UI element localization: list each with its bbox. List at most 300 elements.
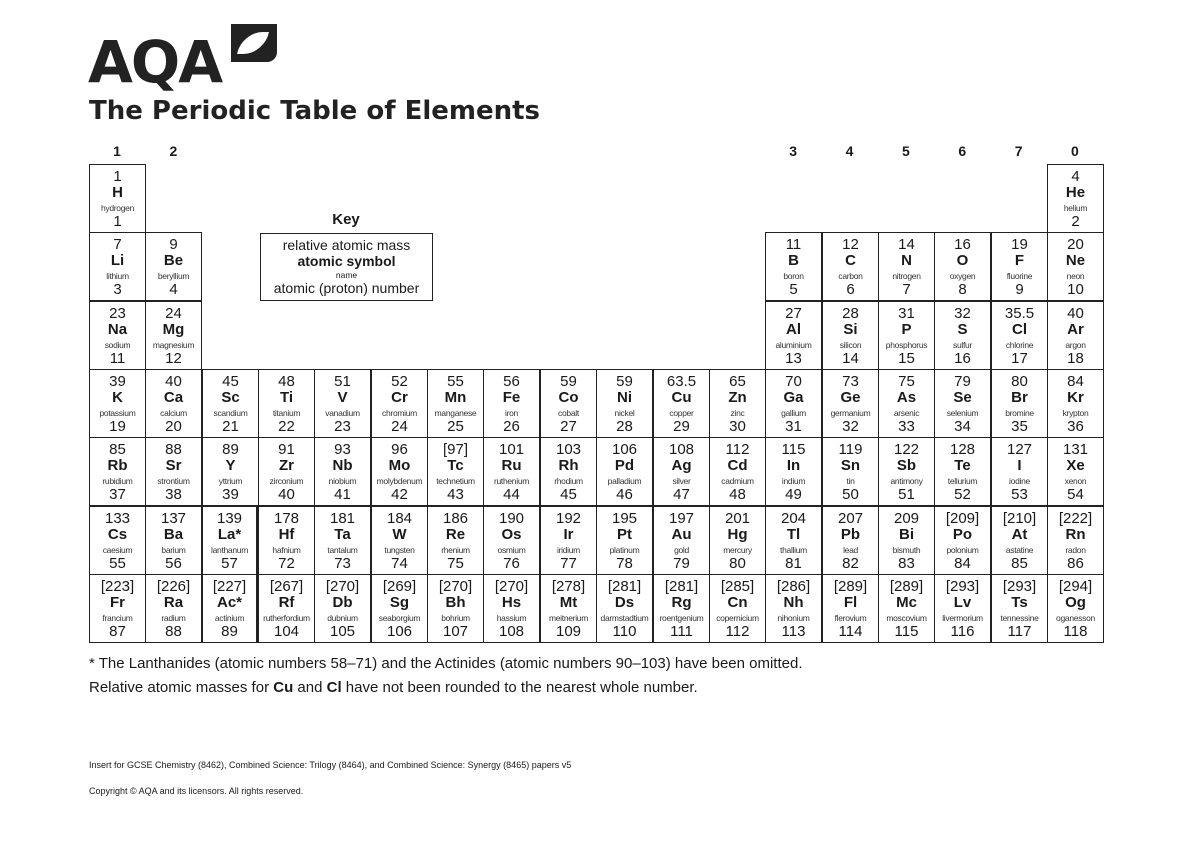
element-name: rubidium (102, 476, 133, 486)
element-mass: 186 (442, 510, 469, 527)
element-mass: 4 (1071, 168, 1080, 185)
element-neon (1047, 232, 1104, 301)
element-name: zirconium (269, 476, 304, 486)
element-tellurium (934, 437, 991, 506)
element-atomic-number: 8 (958, 280, 967, 298)
element-name: bohrium (441, 613, 470, 623)
element-antimony (878, 437, 935, 506)
element-symbol: Li (110, 252, 125, 269)
element-atomic-number: 78 (616, 554, 633, 572)
element-mass: 45 (222, 373, 239, 390)
element-mass: 178 (273, 510, 300, 527)
element-nihonium (765, 574, 822, 643)
element-dubnium (314, 574, 371, 643)
element-name: antimony (890, 476, 923, 486)
element-symbol: Cr (391, 389, 408, 406)
element-name: platinum (609, 545, 640, 555)
element-atomic-number: 117 (1007, 622, 1032, 640)
element-atomic-number: 2 (1071, 212, 1080, 230)
element-technetium (427, 437, 484, 506)
element-mass: [289] (833, 578, 868, 595)
cl-symbol: Cl (326, 679, 342, 696)
element-symbol: Pd (614, 457, 635, 474)
element-name: tin (846, 476, 855, 486)
element-atomic-number: 36 (1067, 417, 1084, 435)
element-name: chlorine (1005, 340, 1034, 350)
element-cadmium (709, 437, 766, 506)
key-mass: relative atomic mass (282, 237, 411, 253)
element-name: ruthenium (493, 476, 530, 486)
element-name: silver (672, 476, 691, 486)
element-name: rutherfordium (263, 613, 310, 623)
element-name: dubnium (327, 613, 358, 623)
element-name: mercury (723, 545, 752, 555)
element-livermorium (934, 574, 991, 643)
element-mass: 133 (104, 510, 131, 527)
group-label-4: 4 (845, 143, 854, 159)
element-darmstadtium (596, 574, 653, 643)
element-symbol: Nb (332, 457, 353, 474)
element-name: thallium (780, 545, 807, 555)
element-atomic-number: 12 (165, 349, 182, 367)
element-atomic-number: 47 (673, 485, 690, 503)
element-symbol: K (112, 389, 123, 406)
element-symbol: Ds (614, 594, 635, 611)
element-name: niobium (328, 476, 357, 486)
element-symbol: I (1017, 457, 1022, 474)
element-atomic-number: 43 (447, 485, 464, 503)
element-symbol: Kr (1067, 389, 1084, 406)
element-mass: [223] (100, 578, 135, 595)
element-name: seaborgium (378, 613, 421, 623)
element-symbol: Y (225, 457, 236, 474)
element-ruthenium (483, 437, 540, 506)
element-symbol: Og (1065, 594, 1086, 611)
element-palladium (596, 437, 653, 506)
element-atomic-number: 116 (950, 622, 975, 640)
element-atomic-number: 104 (273, 622, 300, 640)
element-mass: 80 (1011, 373, 1028, 390)
element-name: iodine (1009, 476, 1030, 486)
element-mass: 52 (391, 373, 408, 390)
element-name: scandium (213, 408, 248, 418)
element-symbol: Rf (278, 594, 295, 611)
element-atomic-number: 88 (165, 622, 182, 640)
element-name: iridium (557, 545, 580, 555)
element-mass: [269] (382, 578, 417, 595)
element-mass: 106 (611, 441, 638, 458)
element-atomic-number: 49 (785, 485, 802, 503)
element-atomic-number: 80 (729, 554, 746, 572)
element-name: neon (1066, 271, 1085, 281)
element-symbol: O (956, 252, 969, 269)
element-mass: 137 (160, 510, 187, 527)
element-name: moscovium (886, 613, 927, 623)
element-nickel (596, 369, 653, 438)
element-mass: [293] (945, 578, 980, 595)
element-carbon (822, 232, 879, 301)
element-symbol: Hf (278, 526, 295, 543)
key-symbol: atomic symbol (297, 253, 396, 269)
element-mass: 63.5 (666, 373, 697, 390)
element-symbol: Cl (1012, 321, 1027, 338)
element-fluorine (991, 232, 1048, 301)
element-name: palladium (607, 476, 642, 486)
element-symbol: Ar (1067, 321, 1084, 338)
element-francium (89, 574, 146, 643)
insert-note: Insert for GCSE Chemistry (8462), Combined Science: Trilogy (8464), and Combined Science: Synergy (8465) papers v5 (89, 760, 572, 770)
element-symbol: Ga (783, 389, 804, 406)
element-name: francium (102, 613, 133, 623)
element-mass: 1 (113, 168, 122, 185)
element-mass: 59 (616, 373, 633, 390)
element-symbol: Bi (899, 526, 914, 543)
element-symbol: Mg (162, 321, 185, 338)
element-symbol: C (845, 252, 856, 269)
element-magnesium (145, 301, 202, 370)
element-mass: 65 (729, 373, 746, 390)
element-name: magnesium (152, 340, 195, 350)
element-mass: 127 (1006, 441, 1033, 458)
element-mass: 122 (893, 441, 920, 458)
element-iron (483, 369, 540, 438)
element-symbol: Ir (563, 526, 574, 543)
element-mass: [222] (1058, 510, 1093, 527)
element-symbol: Al (786, 321, 801, 338)
element-mass: 93 (334, 441, 351, 458)
element-zinc (709, 369, 766, 438)
group-label-5: 5 (901, 143, 910, 159)
element-mass: 190 (498, 510, 525, 527)
element-mass: 31 (898, 305, 915, 322)
element-name: germanium (830, 408, 871, 418)
element-atomic-number: 82 (842, 554, 859, 572)
element-atomic-number: 9 (1015, 280, 1024, 298)
element-atomic-number: 110 (612, 622, 637, 640)
element-atomic-number: 56 (165, 554, 182, 572)
element-atomic-number: 5 (789, 280, 798, 298)
element-lanthanum (202, 506, 259, 575)
element-beryllium (145, 232, 202, 301)
element-name: hafnium (272, 545, 301, 555)
element-atomic-number: 53 (1011, 485, 1028, 503)
element-name: krypton (1062, 408, 1089, 418)
key-label: Key (332, 211, 360, 228)
element-name: chromium (382, 408, 417, 418)
cu-symbol: Cu (273, 679, 294, 696)
element-symbol: Ag (671, 457, 692, 474)
element-mass: 128 (949, 441, 976, 458)
element-name: iron (505, 408, 518, 418)
element-name: silicon (839, 340, 862, 350)
element-astatine (991, 506, 1048, 575)
element-atomic-number: 17 (1011, 349, 1028, 367)
element-chlorine (991, 301, 1048, 370)
element-mass: 24 (165, 305, 182, 322)
element-atomic-number: 48 (729, 485, 746, 503)
copyright: Copyright © AQA and its licensors. All rights reserved. (89, 786, 304, 796)
element-symbol: Zn (728, 389, 747, 406)
element-mass: 139 (216, 510, 243, 527)
element-titanium (258, 369, 315, 438)
element-atomic-number: 6 (846, 280, 855, 298)
element-atomic-number: 42 (391, 485, 408, 503)
element-name: fluorine (1006, 271, 1033, 281)
element-barium (145, 506, 202, 575)
element-atomic-number: 20 (165, 417, 182, 435)
element-helium (1047, 164, 1104, 233)
element-symbol: Ts (1011, 594, 1028, 611)
element-symbol: Rn (1065, 526, 1086, 543)
element-rhenium (427, 506, 484, 575)
element-mass: [270] (325, 578, 360, 595)
element-symbol: S (957, 321, 968, 338)
element-flerovium (822, 574, 879, 643)
element-atomic-number: 23 (334, 417, 351, 435)
footnote-rounding (89, 679, 698, 696)
element-name: bismuth (892, 545, 921, 555)
element-niobium (314, 437, 371, 506)
element-mass: 70 (785, 373, 802, 390)
element-mercury (709, 506, 766, 575)
element-name: sodium (104, 340, 131, 350)
element-calcium (145, 369, 202, 438)
element-mass: 40 (165, 373, 182, 390)
group-label-0: 0 (1071, 143, 1079, 159)
element-mass: [210] (1002, 510, 1037, 527)
element-mass: [281] (664, 578, 699, 595)
element-atomic-number: 19 (109, 417, 126, 435)
element-roentgenium (653, 574, 710, 643)
element-symbol: Sn (840, 457, 861, 474)
element-atomic-number: 39 (222, 485, 239, 503)
element-atomic-number: 46 (616, 485, 633, 503)
element-atomic-number: 51 (898, 485, 915, 503)
element-meitnerium (540, 574, 597, 643)
element-name: bromine (1005, 408, 1034, 418)
element-oxygen (934, 232, 991, 301)
element-atomic-number: 57 (221, 554, 238, 572)
element-mass: 23 (109, 305, 126, 322)
element-symbol: Xe (1066, 457, 1085, 474)
element-mass: 32 (954, 305, 971, 322)
element-aluminium (765, 301, 822, 370)
element-seaborgium (371, 574, 428, 643)
element-mass: 184 (386, 510, 413, 527)
element-name: beryllium (157, 271, 190, 281)
group-label-2: 2 (169, 143, 178, 159)
element-name: meitnerium (548, 613, 589, 623)
element-symbol: Tc (447, 457, 464, 474)
element-name: darmstadtium (600, 613, 649, 623)
element-symbol: Au (671, 526, 692, 543)
element-symbol: At (1011, 526, 1028, 543)
element-vanadium (314, 369, 371, 438)
element-thallium (765, 506, 822, 575)
element-name: nickel (614, 408, 635, 418)
element-iodine (991, 437, 1048, 506)
element-name: indium (781, 476, 806, 486)
element-mass: 27 (785, 305, 802, 322)
element-platinum (596, 506, 653, 575)
element-gold (653, 506, 710, 575)
element-radium (145, 574, 202, 643)
element-name: yttrium (218, 476, 243, 486)
element-mass: 108 (668, 441, 695, 458)
group-label-1: 1 (113, 143, 121, 159)
element-mass: [270] (494, 578, 529, 595)
element-mass: [227] (212, 578, 247, 595)
element-symbol: Ba (163, 526, 184, 543)
element-symbol: Mc (896, 594, 917, 611)
group-label-7: 7 (1014, 143, 1023, 159)
element-name: livermorium (942, 613, 983, 623)
element-atomic-number: 15 (898, 349, 915, 367)
element-name: arsenic (893, 408, 920, 418)
element-symbol: He (1065, 184, 1086, 201)
element-atomic-number: 89 (221, 622, 238, 640)
element-atomic-number: 76 (503, 554, 520, 572)
element-atomic-number: 32 (842, 417, 859, 435)
element-radon (1047, 506, 1104, 575)
element-name: hassium (496, 613, 527, 623)
element-copper (653, 369, 710, 438)
element-atomic-number: 28 (616, 417, 633, 435)
element-name: rhodium (554, 476, 583, 486)
element-mass: 75 (898, 373, 915, 390)
element-atomic-number: 35 (1011, 417, 1028, 435)
element-atomic-number: 31 (785, 417, 802, 435)
element-name: hydrogen (100, 203, 135, 213)
element-symbol: Nh (783, 594, 804, 611)
element-atomic-number: 16 (954, 349, 971, 367)
element-name: polonium (946, 545, 979, 555)
element-caesium (89, 506, 146, 575)
aqa-logo: AQA (88, 28, 222, 96)
element-symbol: Ru (501, 457, 522, 474)
element-molybdenum (371, 437, 428, 506)
element-rhodium (540, 437, 597, 506)
element-polonium (934, 506, 991, 575)
element-name: selenium (946, 408, 979, 418)
element-symbol: Rg (671, 594, 692, 611)
element-gallium (765, 369, 822, 438)
element-name: oganesson (1056, 613, 1095, 623)
element-name: strontium (157, 476, 190, 486)
element-mass: 115 (781, 441, 806, 458)
element-xenon (1047, 437, 1104, 506)
group-label-3: 3 (789, 143, 798, 159)
element-atomic-number: 29 (673, 417, 690, 435)
element-symbol: Cu (671, 389, 692, 406)
element-name: rhenium (441, 545, 470, 555)
element-copernicium (709, 574, 766, 643)
element-name: astatine (1005, 545, 1034, 555)
element-atomic-number: 37 (109, 485, 126, 503)
element-zirconium (258, 437, 315, 506)
element-tennessine (991, 574, 1048, 643)
element-name: molybdenum (376, 476, 423, 486)
element-krypton (1047, 369, 1104, 438)
element-atomic-number: 18 (1067, 349, 1084, 367)
element-name: vanadium (325, 408, 360, 418)
element-symbol: Ge (840, 389, 861, 406)
element-name: manganese (434, 408, 477, 418)
element-lead (822, 506, 879, 575)
element-name: zinc (730, 408, 745, 418)
element-hassium (483, 574, 540, 643)
element-symbol: Tl (786, 526, 801, 543)
rounding-text: Relative atomic masses for (89, 679, 274, 696)
element-name: cobalt (558, 408, 579, 418)
key-number: atomic (proton) number (273, 279, 420, 296)
rounding-text-end: have not been rounded to the nearest whole number. (341, 679, 698, 696)
element-symbol: H (112, 184, 123, 201)
element-symbol: Mn (444, 389, 467, 406)
element-name: cadmium (721, 476, 754, 486)
element-atomic-number: 72 (278, 554, 295, 572)
element-symbol: Fl (843, 594, 858, 611)
element-silicon (822, 301, 879, 370)
element-symbol: Cd (727, 457, 748, 474)
element-atomic-number: 26 (503, 417, 520, 435)
footnote-omitted: * The Lanthanides (atomic numbers 58–71) and the Actinides (atomic numbers 90–103) have been omitted. (89, 655, 803, 672)
element-bohrium (427, 574, 484, 643)
element-symbol: B (788, 252, 799, 269)
element-boron (765, 232, 822, 301)
element-atomic-number: 10 (1067, 280, 1084, 298)
element-symbol: As (896, 389, 917, 406)
element-name: roentgenium (659, 613, 704, 623)
element-rubidium (89, 437, 146, 506)
element-symbol: Te (954, 457, 971, 474)
element-atomic-number: 112 (725, 622, 750, 640)
element-symbol: Mo (388, 457, 411, 474)
element-mass: [209] (945, 510, 980, 527)
element-name: radium (161, 613, 186, 623)
element-atomic-number: 83 (898, 554, 915, 572)
element-name: copernicium (716, 613, 759, 623)
element-mass: 12 (842, 236, 859, 253)
element-symbol: Ni (617, 389, 632, 406)
element-name: tellurium (947, 476, 978, 486)
element-symbol: Pt (617, 526, 632, 543)
element-nitrogen (878, 232, 935, 301)
element-mass: 19 (1011, 236, 1028, 253)
element-symbol: Si (843, 321, 858, 338)
element-mass: 20 (1067, 236, 1084, 253)
element-symbol: Sb (896, 457, 917, 474)
element-name: lithium (106, 271, 129, 281)
element-atomic-number: 85 (1011, 554, 1028, 572)
element-tantalum (314, 506, 371, 575)
element-mass: [281] (607, 578, 642, 595)
element-mass: [278] (551, 578, 586, 595)
element-atomic-number: 108 (498, 622, 525, 640)
element-mass: 28 (842, 305, 859, 322)
element-symbol: Fr (110, 594, 125, 611)
element-mass: 201 (724, 510, 751, 527)
element-name: tantalum (327, 545, 358, 555)
element-atomic-number: 86 (1067, 554, 1084, 572)
element-mass: 56 (503, 373, 520, 390)
element-mass: 96 (391, 441, 408, 458)
element-symbol: V (337, 389, 348, 406)
element-name: argon (1065, 340, 1086, 350)
element-mass: 55 (447, 373, 464, 390)
element-symbol: Rh (558, 457, 579, 474)
element-symbol: Be (163, 252, 184, 269)
